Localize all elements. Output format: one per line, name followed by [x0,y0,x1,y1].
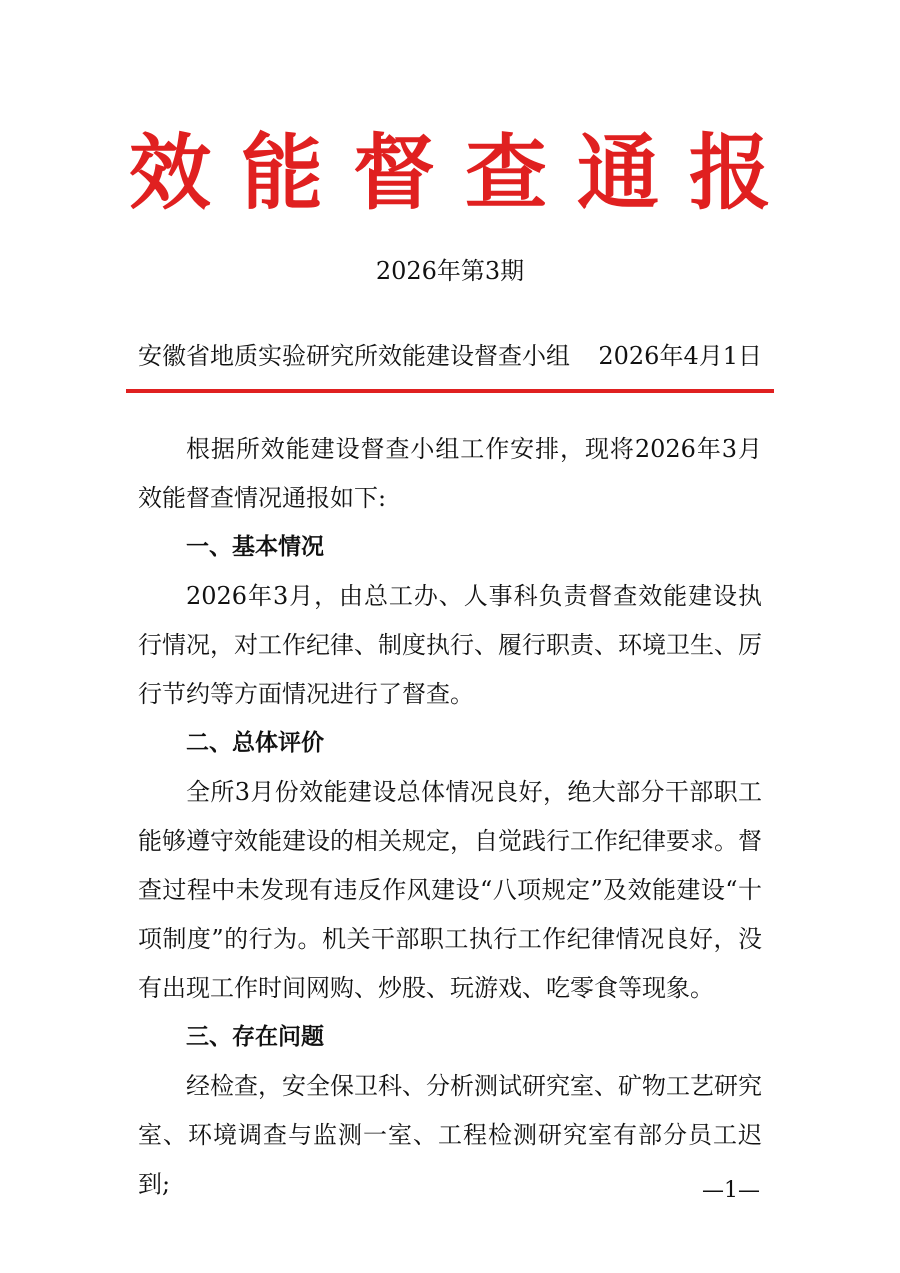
section-paragraph-basic: 2026年3月，由总工办、人事科负责督查效能建设执行情况，对工作纪律、制度执行、履行职责、环境卫生、厉行节约等方面情况进行了督查。 [138,582,762,708]
issue-number: 2026年第3期 [375,257,525,285]
issuer-line [138,338,762,374]
red-divider [126,389,774,393]
issuer-name: 安徽省地质实验研究所效能建设督查小组 [138,342,570,370]
page-number: —1— [702,1178,760,1203]
intro-paragraph: 根据所效能建设督查小组工作安排，现将2026年3月效能督查情况通报如下: [138,435,762,512]
section-heading-problems: 三、存在问题 [186,1024,324,1050]
document-title: 效能督查通报 [128,125,801,221]
section-paragraph-evaluation: 全所3月份效能建设总体情况良好，绝大部分干部职工能够遵守效能建设的相关规定，自觉践行工作纪律要求。督查过程中未发现有违反作风建设“八项规定”及效能建设“十项制度”的行为。机关干部职工执行工作纪律情况良好，没有出现工作时间网购、炒股、玩游戏、吃零食等现象。 [138,778,762,1002]
section-heading-evaluation: 二、总体评价 [186,730,324,756]
issue-date: 2026年4月1日 [598,342,762,370]
section-paragraph-problems: 经检查，安全保卫科、分析测试研究室、矿物工艺研究室、环境调查与监测一室、工程检测研究室有部分员工迟到; [138,1072,762,1198]
section-heading-basic: 一、基本情况 [186,534,324,560]
document-body [138,425,762,1209]
